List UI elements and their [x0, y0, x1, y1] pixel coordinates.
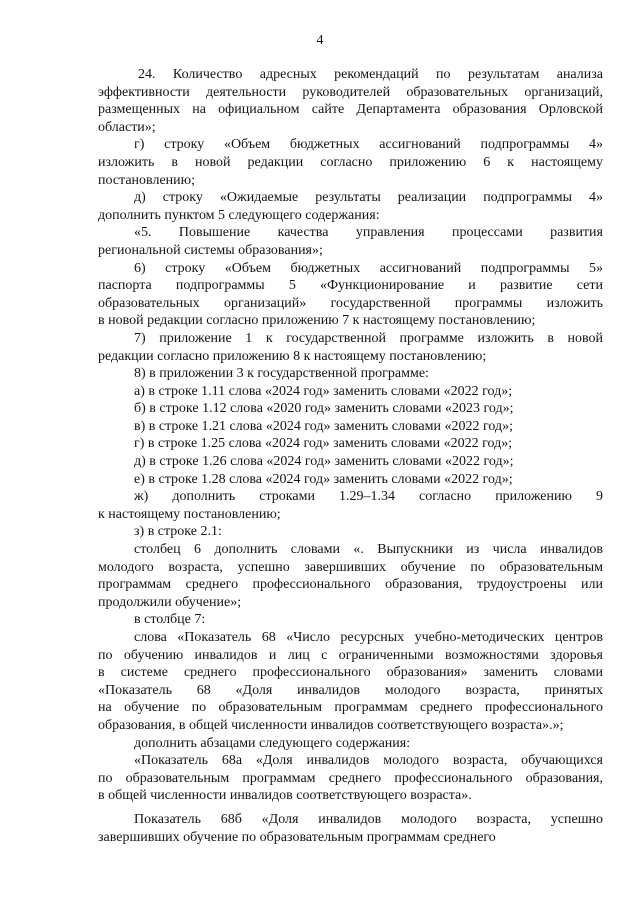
- text-line: г) в строке 1.25 слова «2024 год» заменить словами «2022 год»;: [134, 436, 513, 452]
- text-line: а) в строке 1.11 слова «2024 год» заменить словами «2022 год»;: [134, 383, 513, 399]
- paragraph: [98, 752, 603, 805]
- paragraph: [98, 418, 603, 436]
- text-line: 8) в приложении 3 к государственной программе:: [134, 366, 429, 382]
- paragraph: [98, 735, 603, 753]
- text-line: д) в строке 1.26 слова «2024 год» заменить словами «2022 год»;: [134, 454, 514, 470]
- text-line: к настоящему постановлению;: [98, 506, 281, 522]
- text-line: паспорта подпрограммы 5 «Функционирование и развитие сети: [98, 278, 603, 294]
- text-line: образования, в общей численности инвалидов соответствующего возраста».»;: [98, 717, 564, 733]
- text-line: постановлению;: [98, 172, 196, 188]
- text-line: в системе среднего профессионального образования» заменить словами: [98, 665, 603, 681]
- text-line: 7) приложение 1 к государственной программе изложить в новой: [134, 330, 603, 346]
- text-line: программам среднего профессионального образования, трудоустроены или: [98, 577, 603, 593]
- paragraph: [98, 400, 603, 418]
- text-line: размещенных на официальном сайте Департамента образования Орловской: [98, 102, 603, 118]
- text-line: в столбце 7:: [134, 612, 206, 628]
- paragraph: [98, 523, 603, 541]
- page-number: 4: [316, 33, 324, 48]
- text-line: з) в строке 2.1:: [134, 524, 222, 540]
- text-line: дополнить абзацами следующего содержания:: [134, 735, 411, 751]
- text-line: по обучению инвалидов и лиц с ограниченными возможностями здоровья: [98, 647, 603, 663]
- paragraph: [98, 383, 603, 401]
- text-line: Показатель 68б «Доля инвалидов молодого возраста, успешно: [134, 811, 603, 827]
- text-line: «Показатель 68а «Доля инвалидов молодого возраста, обучающихся: [134, 753, 603, 769]
- text-line: продолжили обучение»;: [98, 594, 242, 610]
- paragraph: [98, 629, 603, 735]
- paragraph: [98, 541, 603, 611]
- text-line: дополнить пунктом 5 следующего содержания:: [98, 207, 380, 223]
- text-line: 24. Количество адресных рекомендаций по результатам анализа: [138, 67, 603, 82]
- text-line: е) в строке 1.28 слова «2024 год» заменить словами «2022 год»;: [134, 471, 513, 487]
- paragraph: [98, 488, 603, 523]
- text-line: в общей численности инвалидов соответствующего возраста».: [98, 788, 472, 804]
- paragraph: [98, 260, 603, 330]
- text-line: изложить в новой редакции согласно приложению 6 к настоящему: [98, 154, 603, 170]
- paragraph: [98, 365, 603, 383]
- text-line: д) строку «Ожидаемые результаты реализации подпрограммы 4»: [134, 190, 603, 206]
- text-line: «5. Повышение качества управления процессами развития: [134, 225, 603, 241]
- text-line: редакции согласно приложению 8 к настоящему постановлению;: [98, 348, 487, 364]
- text-line: столбец 6 дополнить словами «. Выпускники из числа инвалидов: [134, 542, 603, 558]
- text-line: 6) строку «Объем бюджетных ассигнований подпрограммы 5»: [134, 260, 603, 276]
- paragraph: [98, 330, 603, 365]
- document-body: [98, 66, 603, 846]
- text-line: г) строку «Объем бюджетных ассигнований подпрограммы 4»: [134, 137, 603, 153]
- paragraph: [98, 136, 603, 189]
- text-line: в новой редакции согласно приложению 7 к настоящему постановлению;: [98, 313, 536, 329]
- paragraph: [98, 611, 603, 629]
- paragraph: [98, 189, 603, 224]
- paragraph: [98, 435, 603, 453]
- text-line: области»;: [98, 119, 156, 135]
- text-line: завершивших обучение по образовательным программам среднего: [98, 829, 496, 845]
- text-line: по образовательным программам среднего профессионального образования,: [98, 770, 603, 786]
- text-line: слова «Показатель 68 «Число ресурсных учебно-методических центров: [134, 630, 603, 645]
- paragraph: [98, 453, 603, 471]
- paragraph: [98, 224, 603, 259]
- paragraph: [98, 66, 603, 136]
- text-line: ж) дополнить строками 1.29–1.34 согласно приложению 9: [134, 489, 603, 505]
- paragraph: [98, 471, 603, 489]
- text-line: молодого возраста, успешно завершивших обучение по образовательным: [98, 559, 603, 575]
- text-line: «Показатель 68 «Доля инвалидов молодого возраста, принятых: [98, 682, 603, 698]
- text-line: образовательных организаций» государственной программы изложить: [98, 295, 603, 311]
- text-line: эффективности деятельности руководителей образовательных организаций,: [98, 84, 603, 100]
- text-line: на обучение по образовательным программам среднего профессионального: [98, 700, 603, 716]
- text-line: б) в строке 1.12 слова «2020 год» заменить словами «2023 год»;: [134, 401, 514, 417]
- text-line: региональной системы образования»;: [98, 242, 323, 258]
- text-line: в) в строке 1.21 слова «2024 год» заменить словами «2022 год»;: [134, 418, 514, 434]
- paragraph: [98, 811, 603, 846]
